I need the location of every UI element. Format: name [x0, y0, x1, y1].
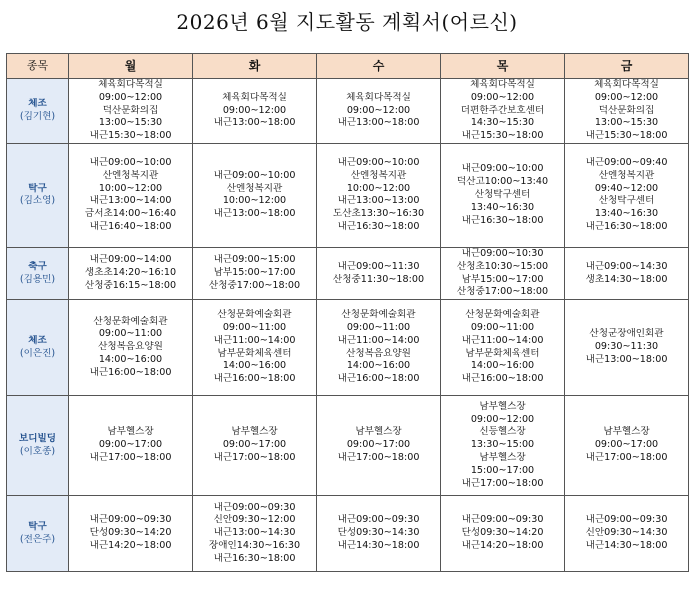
schedule-cell	[565, 300, 689, 396]
schedule-line: 남부문화체육센터	[465, 347, 540, 359]
sport-cell	[7, 143, 69, 247]
header-day-tue: 화	[193, 54, 317, 79]
schedule-cell	[317, 247, 441, 299]
schedule-line: 내근16:00~18:00	[337, 373, 420, 385]
schedule-line: 산청문화예술회관	[217, 309, 292, 321]
schedule-line: 내근14:20~18:00	[89, 540, 172, 552]
header-day-thu: 목	[441, 54, 565, 79]
schedule-cell	[441, 79, 565, 144]
schedule-line: 내근17:00~18:00	[585, 452, 668, 464]
schedule-cell	[565, 496, 689, 572]
schedule-line: 10:00~12:00	[222, 195, 287, 207]
schedule-line: 09:00~17:00	[346, 439, 411, 451]
schedule-line: 덕산고10:00~13:40	[456, 176, 549, 188]
schedule-line: 14:00~16:00	[98, 354, 163, 366]
schedule-line: 내근15:30~18:00	[89, 130, 172, 142]
schedule-line: 남부헬스장	[107, 426, 154, 438]
schedule-line: 09:00~17:00	[594, 439, 659, 451]
schedule-line: 내근16:00~18:00	[89, 366, 172, 378]
table-row	[7, 247, 689, 299]
schedule-cell	[69, 496, 193, 572]
instructor-name: (전은주)	[19, 533, 56, 545]
schedule-cell	[441, 300, 565, 396]
schedule-line: 09:00~12:00	[98, 91, 163, 103]
schedule-line: 단성09:30~14:20	[461, 527, 544, 539]
schedule-line: 내근09:00~09:30	[461, 514, 544, 526]
schedule-line: 남부헬스장	[603, 426, 650, 438]
schedule-line: 내근13:00~13:00	[337, 195, 420, 207]
schedule-line: 09:00~11:00	[346, 322, 411, 334]
schedule-line: 산청중17:00~18:00	[456, 286, 549, 298]
schedule-cell	[69, 79, 193, 144]
schedule-line: 내근13:00~18:00	[213, 208, 296, 220]
page-title: 2026년 6월 지도활동 계획서(어르신)	[176, 10, 518, 34]
schedule-line: 09:00~12:00	[346, 104, 411, 116]
schedule-cell	[565, 143, 689, 247]
schedule-line: 내근09:00~09:30	[89, 514, 172, 526]
schedule-line: 산청탁구센터	[598, 195, 655, 207]
schedule-line: 도산초13:30~16:30	[332, 208, 425, 220]
sport-name: 탁구	[28, 182, 47, 194]
sport-cell	[7, 396, 69, 496]
schedule-line: 내근13:00~18:00	[337, 117, 420, 129]
schedule-line: 산청초10:30~15:00	[456, 260, 549, 272]
sport-cell	[7, 247, 69, 299]
schedule-line: 산청문화예술회관	[465, 309, 540, 321]
schedule-line: 내근17:00~18:00	[89, 452, 172, 464]
schedule-line: 내근15:30~18:00	[585, 130, 668, 142]
schedule-line: 내근09:00~11:30	[337, 260, 420, 272]
header-day-mon: 월	[69, 54, 193, 79]
schedule-line: 내근16:30~18:00	[213, 552, 296, 564]
sport-name: 탁구	[28, 520, 47, 532]
table-row	[7, 496, 689, 572]
schedule-line: 단성09:30~14:20	[89, 527, 172, 539]
schedule-cell	[565, 79, 689, 144]
schedule-line: 체육회다목적실	[470, 79, 535, 90]
schedule-cell	[441, 247, 565, 299]
sport-name: 축구	[28, 260, 47, 272]
table-row	[7, 396, 689, 496]
schedule-line: 내근09:00~09:40	[585, 157, 668, 169]
schedule-line: 남부헬스장	[231, 426, 278, 438]
schedule-line: 내근16:30~18:00	[337, 221, 420, 233]
schedule-line: 내근13:00~18:00	[213, 117, 296, 129]
schedule-line: 생초14:30~18:00	[585, 273, 668, 285]
schedule-line: 13:30~15:00	[470, 439, 535, 451]
sport-cell	[7, 496, 69, 572]
schedule-line: 내근09:00~10:00	[213, 169, 296, 181]
schedule-cell	[441, 396, 565, 496]
table-row	[7, 143, 689, 247]
schedule-line: 09:00~12:00	[222, 104, 287, 116]
schedule-line: 덕산문화의집	[598, 104, 655, 116]
instructor-name: (김용민)	[19, 273, 56, 285]
schedule-line: 산청복음요양원	[98, 341, 163, 353]
schedule-line: 체육회다목적실	[222, 91, 287, 103]
schedule-line: 산청문화예술회관	[93, 315, 168, 327]
schedule-line: 09:00~11:00	[470, 322, 535, 334]
table-row	[7, 79, 689, 144]
schedule-line: 남부문화체육센터	[217, 347, 292, 359]
schedule-cell	[565, 247, 689, 299]
schedule-line: 09:00~17:00	[222, 439, 287, 451]
schedule-line: 13:00~15:30	[98, 117, 163, 129]
schedule-line: 09:00~11:00	[98, 328, 163, 340]
schedule-line: 남부15:00~17:00	[213, 267, 296, 279]
schedule-cell	[317, 496, 441, 572]
schedule-line: 내근11:00~14:00	[337, 334, 420, 346]
schedule-cell	[441, 496, 565, 572]
schedule-line: 남부헬스장	[355, 426, 402, 438]
schedule-cell	[193, 79, 317, 144]
schedule-line: 내근16:30~18:00	[585, 221, 668, 233]
schedule-line: 14:00~16:00	[470, 360, 535, 372]
instructor-name: (김소영)	[19, 195, 56, 207]
schedule-line: 내근09:00~09:30	[213, 501, 296, 513]
schedule-line: 단성09:30~14:30	[337, 527, 420, 539]
schedule-cell	[193, 300, 317, 396]
sport-name: 보디빌딩	[18, 432, 57, 444]
schedule-line: 13:40~16:30	[470, 201, 535, 213]
schedule-line: 더편한주간보호센터	[460, 104, 545, 116]
schedule-line: 남부15:00~17:00	[461, 273, 544, 285]
schedule-line: 산청군장애인회관	[589, 328, 664, 340]
schedule-cell	[193, 247, 317, 299]
schedule-line: 내근09:00~10:00	[337, 157, 420, 169]
schedule-line: 내근13:00~18:00	[585, 354, 668, 366]
schedule-line: 09:30~11:30	[594, 341, 659, 353]
schedule-line: 내근16:40~18:00	[89, 221, 172, 233]
schedule-line: 산청중16:15~18:00	[84, 279, 177, 291]
schedule-line: 산청문화예술회관	[341, 309, 416, 321]
schedule-line: 금서초14:00~16:40	[84, 208, 177, 220]
schedule-line: 체육회다목적실	[98, 79, 163, 90]
schedule-table	[6, 53, 689, 572]
schedule-cell	[565, 396, 689, 496]
schedule-cell	[193, 396, 317, 496]
schedule-line: 산청중17:00~18:00	[208, 279, 301, 291]
schedule-line: 10:00~12:00	[346, 182, 411, 194]
schedule-line: 산청중11:30~18:00	[332, 273, 425, 285]
schedule-line: 09:00~12:00	[594, 91, 659, 103]
header-corner: 종목	[7, 54, 69, 79]
schedule-line: 내근09:00~14:30	[585, 260, 668, 272]
schedule-line: 내근11:00~14:00	[213, 334, 296, 346]
schedule-line: 내근09:00~10:00	[89, 157, 172, 169]
schedule-cell	[441, 143, 565, 247]
schedule-line: 산청탁구센터	[474, 189, 531, 201]
schedule-line: 내근16:00~18:00	[213, 373, 296, 385]
schedule-line: 13:00~15:30	[594, 117, 659, 129]
schedule-line: 10:00~12:00	[98, 182, 163, 194]
sport-cell	[7, 79, 69, 144]
schedule-cell	[193, 496, 317, 572]
schedule-cell	[317, 143, 441, 247]
schedule-line: 내근09:00~15:00	[213, 254, 296, 266]
schedule-line: 09:40~12:00	[594, 182, 659, 194]
schedule-line: 14:00~16:00	[346, 360, 411, 372]
schedule-body	[7, 79, 689, 572]
schedule-line: 산엔청복지관	[226, 182, 283, 194]
schedule-line: 내근16:00~18:00	[461, 373, 544, 385]
schedule-line: 산엔청복지관	[350, 169, 407, 181]
sport-name: 체조	[28, 98, 47, 110]
schedule-line: 체육회다목적실	[594, 79, 659, 90]
sport-name: 체조	[28, 334, 47, 346]
schedule-line: 신안09:30~14:30	[585, 527, 668, 539]
table-row	[7, 300, 689, 396]
schedule-line: 14:30~15:30	[470, 117, 535, 129]
schedule-line: 내근11:00~14:00	[461, 334, 544, 346]
schedule-cell	[69, 396, 193, 496]
schedule-line: 덕산문화의집	[102, 104, 159, 116]
schedule-line: 내근09:00~09:30	[337, 514, 420, 526]
schedule-cell	[317, 396, 441, 496]
schedule-cell	[193, 143, 317, 247]
schedule-line: 신등헬스장	[479, 426, 526, 438]
header-row	[7, 54, 689, 79]
schedule-line: 내근09:00~10:00	[461, 163, 544, 175]
schedule-line: 내근14:30~18:00	[585, 540, 668, 552]
schedule-line: 14:00~16:00	[222, 360, 287, 372]
schedule-cell	[69, 247, 193, 299]
schedule-line: 내근17:00~18:00	[337, 452, 420, 464]
schedule-line: 내근17:00~18:00	[461, 477, 544, 489]
schedule-line: 신안09:30~12:00	[213, 514, 296, 526]
schedule-line: 내근13:00~14:00	[89, 195, 172, 207]
schedule-line: 생초초14:20~16:10	[84, 267, 177, 279]
instructor-name: (이은진)	[19, 347, 56, 359]
schedule-line: 13:40~16:30	[594, 208, 659, 220]
schedule-line: 내근14:20~18:00	[461, 540, 544, 552]
sport-cell	[7, 300, 69, 396]
schedule-line: 산엔청복지관	[598, 169, 655, 181]
schedule-cell	[317, 79, 441, 144]
schedule-line: 체육회다목적실	[346, 91, 411, 103]
schedule-line: 산청복음요양원	[346, 347, 411, 359]
schedule-line: 09:00~11:00	[222, 322, 287, 334]
schedule-line: 산엔청복지관	[102, 169, 159, 181]
schedule-line: 15:00~17:00	[470, 464, 535, 476]
schedule-line: 내근09:00~09:30	[585, 514, 668, 526]
schedule-cell	[69, 143, 193, 247]
schedule-line: 내근16:30~18:00	[461, 214, 544, 226]
schedule-line: 남부헬스장	[479, 400, 526, 412]
schedule-cell	[69, 300, 193, 396]
schedule-line: 내근09:00~14:00	[89, 254, 172, 266]
header-day-wed: 수	[317, 54, 441, 79]
schedule-line: 내근17:00~18:00	[213, 452, 296, 464]
schedule-line: 09:00~12:00	[470, 91, 535, 103]
header-day-fri: 금	[565, 54, 689, 79]
schedule-line: 09:00~12:00	[470, 413, 535, 425]
schedule-line: 남부헬스장	[479, 452, 526, 464]
instructor-name: (김기현)	[19, 110, 56, 122]
schedule-line: 장애인14:30~16:30	[208, 540, 301, 552]
schedule-line: 09:00~17:00	[98, 439, 163, 451]
schedule-line: 내근13:00~14:30	[213, 527, 296, 539]
instructor-name: (이호종)	[19, 445, 56, 457]
schedule-cell	[317, 300, 441, 396]
schedule-line: 내근09:00~10:30	[461, 247, 544, 259]
schedule-line: 내근15:30~18:00	[461, 130, 544, 142]
schedule-line: 내근14:30~18:00	[337, 540, 420, 552]
